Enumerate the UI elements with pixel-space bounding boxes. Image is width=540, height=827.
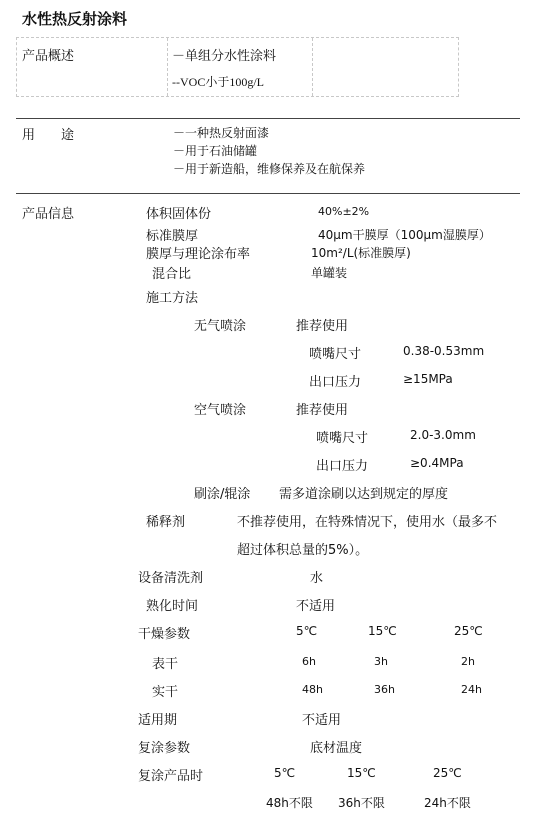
air-pressure-value: ≥0.4MPa — [410, 456, 464, 470]
usage-line-1: －一种热反射面漆 — [173, 126, 270, 140]
spread-rate-label: 膜厚与理论涂布率 — [146, 247, 251, 262]
info-label: 产品信息 — [22, 207, 75, 222]
air-spray-rec: 推荐使用 — [296, 403, 349, 418]
potlife-value: 不适用 — [302, 713, 342, 728]
airless-nozzle-label: 喷嘴尺寸 — [309, 347, 362, 362]
air-spray-label: 空气喷涂 — [194, 403, 247, 418]
airless-pressure-label: 出口压力 — [309, 375, 362, 390]
standard-dft-value: 40μm干膜厚（100μm湿膜厚） — [318, 228, 491, 242]
overview-divider-2 — [312, 38, 313, 96]
potlife-label: 适用期 — [138, 713, 178, 728]
thinner-text-1: 不推荐使用，在特殊情况下，使用水（最多不 — [237, 515, 498, 530]
air-nozzle-value: 2.0-3.0mm — [410, 428, 476, 442]
volume-solids-label: 体积固体份 — [146, 207, 212, 222]
airless-label: 无气喷涂 — [194, 319, 247, 334]
airless-rec: 推荐使用 — [296, 319, 349, 334]
induction-value: 不适用 — [296, 599, 336, 614]
thinner-label: 稀释剂 — [146, 515, 186, 530]
drying-temp-25: 25℃ — [454, 624, 483, 638]
mix-ratio-value: 单罐装 — [311, 266, 348, 280]
thinner-text-2: 超过体积总量的5%）。 — [237, 543, 369, 558]
overview-label: 产品概述 — [22, 49, 75, 64]
usage-line-3: －用于新造船，维修保养及在航保养 — [173, 162, 366, 176]
hard-dry-label: 实干 — [152, 685, 179, 700]
air-pressure-label: 出口压力 — [316, 459, 369, 474]
mix-ratio-label: 混合比 — [152, 267, 192, 282]
recoat-interval-5: 48h不限 — [266, 796, 313, 810]
recoat-interval-15: 36h不限 — [338, 796, 385, 810]
overview-line-2: --VOC小于100g/L — [172, 75, 264, 89]
overview-divider-1 — [167, 38, 168, 96]
recoat-temp-15: 15℃ — [347, 766, 376, 780]
divider-top — [16, 118, 520, 119]
divider-info — [16, 193, 520, 194]
recoat-temp-25: 25℃ — [433, 766, 462, 780]
page-title: 水性热反射涂料 — [22, 10, 128, 28]
drying-temp-15: 15℃ — [368, 624, 397, 638]
recoat-interval-25: 24h不限 — [424, 796, 471, 810]
hard-dry-5: 48h — [302, 683, 323, 696]
cleaner-label: 设备清洗剂 — [138, 571, 204, 586]
recoat-substrate: 底材温度 — [310, 741, 363, 756]
usage-label: 用 途 — [22, 128, 75, 143]
brush-label: 刷涂/辊涂 — [194, 487, 251, 502]
spread-rate-value: 10m²/L(标准膜厚) — [311, 246, 411, 260]
usage-line-2: －用于石油储罐 — [173, 144, 258, 158]
surface-dry-15: 3h — [374, 655, 388, 668]
volume-solids-value: 40%±2% — [318, 205, 370, 218]
hard-dry-25: 24h — [461, 683, 482, 696]
drying-label: 干燥参数 — [138, 627, 191, 642]
cleaner-value: 水 — [310, 571, 324, 586]
standard-dft-label: 标准膜厚 — [146, 229, 199, 244]
surface-dry-label: 表干 — [152, 657, 179, 672]
drying-temp-5: 5℃ — [296, 624, 318, 638]
surface-dry-25: 2h — [461, 655, 475, 668]
recoat-product-label: 复涂产品时 — [138, 769, 204, 784]
brush-text: 需多道涂刷以达到规定的厚度 — [279, 487, 449, 502]
recoat-temp-5: 5℃ — [274, 766, 296, 780]
surface-dry-5: 6h — [302, 655, 316, 668]
airless-nozzle-value: 0.38-0.53mm — [403, 344, 485, 358]
air-nozzle-label: 喷嘴尺寸 — [316, 431, 369, 446]
recoat-label: 复涂参数 — [138, 741, 191, 756]
airless-pressure-value: ≥15MPa — [403, 372, 453, 386]
overview-line-1: －单组分水性涂料 — [172, 49, 277, 64]
induction-label: 熟化时间 — [146, 599, 199, 614]
hard-dry-15: 36h — [374, 683, 395, 696]
application-label: 施工方法 — [146, 291, 199, 306]
